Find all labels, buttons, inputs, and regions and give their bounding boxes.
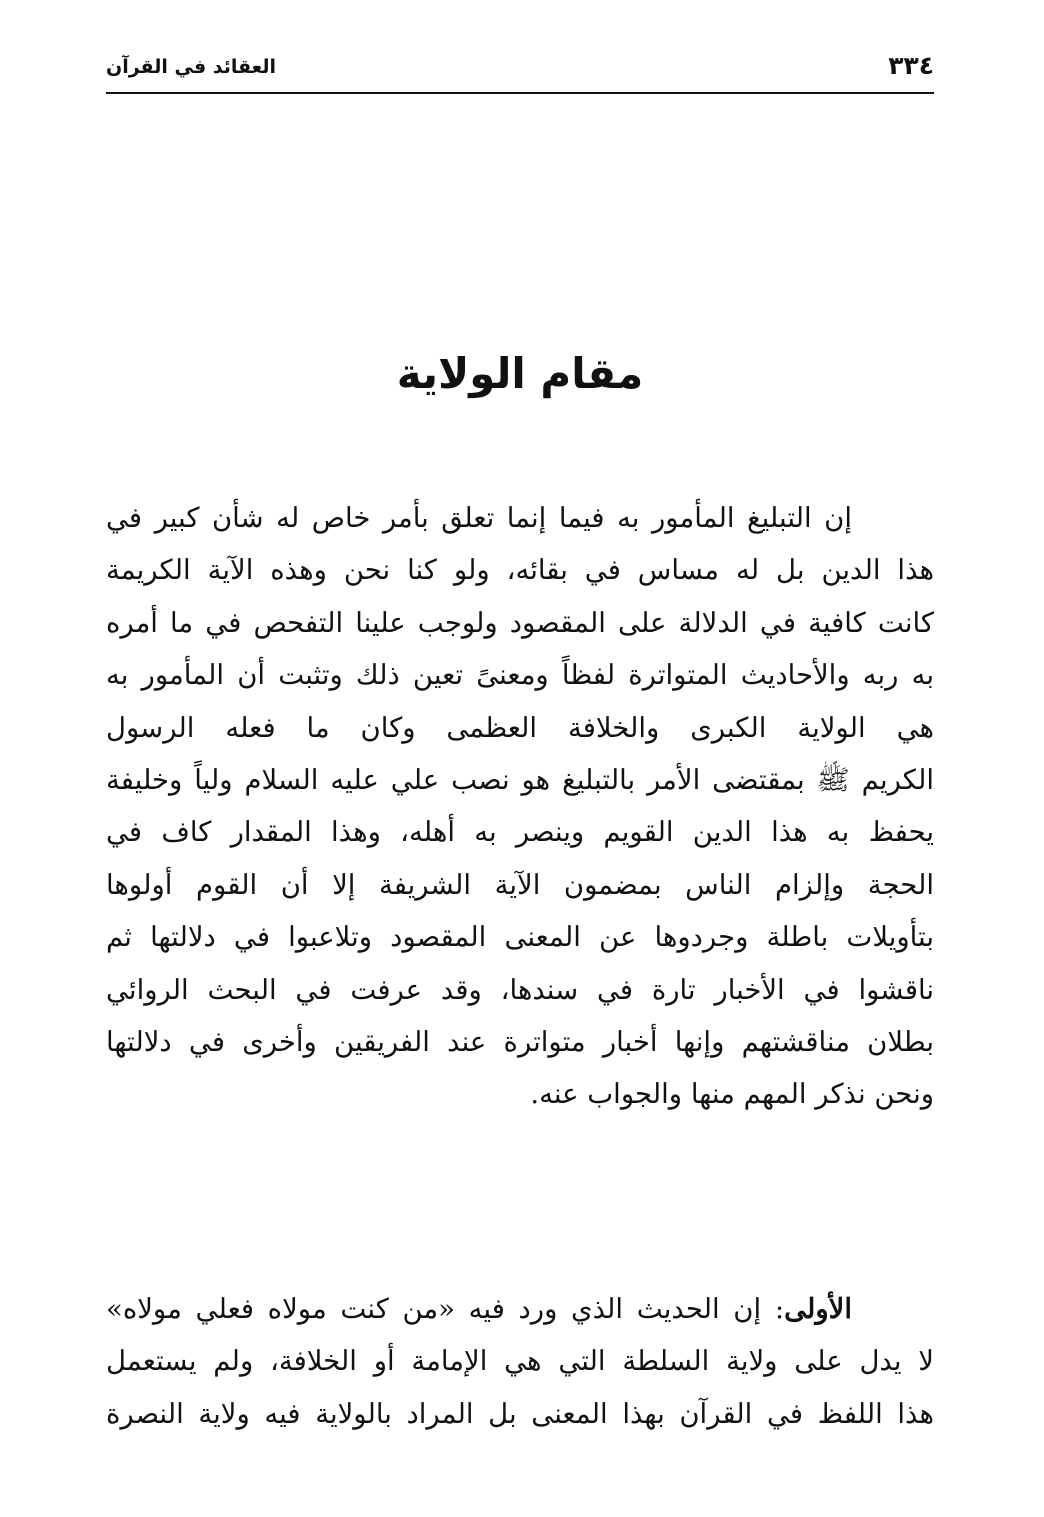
page-header: [106, 48, 934, 94]
text-line: ونحن نذكر المهم منها والجواب عنه.: [530, 1078, 934, 1111]
text-line: هذا اللفظ في القرآن بهذا المعنى بل المراد بالولاية فيه ولاية النصرة: [106, 1397, 934, 1430]
text-line: ناقشوا في الأخبار تارة في سندها، وقد عرفت في البحث الروائي: [106, 973, 934, 1006]
chapter-title: مقام الولاية: [396, 349, 644, 398]
paragraph-1: [106, 492, 934, 1121]
paragraph-2: [106, 1283, 934, 1440]
text-line: هي الولاية الكبرى والخلافة العظمى وكان ما فعله الرسول: [106, 711, 934, 744]
text-line: بطلان مناقشتهم وإنها أخبار متواترة عند الفريقين وأخرى في دلالتها: [106, 1025, 934, 1058]
text-line: الكريم ﷺ بمقتضى الأمر بالتبليغ هو نصب علي عليه السلام ولياً وخليفة: [106, 763, 934, 796]
running-title: العقائد في القرآن: [106, 56, 277, 78]
lead-word: الأولى: [784, 1293, 852, 1325]
text-line: هذا الدين بل له مساس في بقائه، ولو كنا نحن وهذه الآية الكريمة: [106, 554, 934, 587]
text-line-with-lead: [106, 1283, 934, 1335]
text-line: كانت كافية في الدلالة على المقصود ولوجب علينا التفحص في ما أمره: [106, 606, 934, 639]
text-line: إن التبليغ المأمور به فيما إنما تعلق بأمر خاص له شأن كبير في: [106, 502, 852, 534]
text-line: به ربه والأحاديث المتواترة لفظاً ومعنىً تعين ذلك وتثبت أن المأمور به: [106, 659, 934, 692]
text-line: لا يدل على ولاية السلطة التي هي الإمامة أو الخلافة، ولم يستعمل: [106, 1345, 934, 1378]
page-number: ٣٣٤: [888, 51, 934, 80]
text-line: يحفظ به هذا الدين القويم وينصر به أهله، وهذا المقدار كاف في: [106, 816, 934, 849]
text-line: الحجة وإلزام الناس بمضمون الآية الشريفة إلا أن القوم أولوها: [106, 868, 934, 901]
text-line: بتأويلات باطلة وجردوها عن المعنى المقصود وتلاعبوا في دلالتها ثم: [106, 921, 934, 954]
first-line-rest: : إن الحديث الذي ورد فيه «من كنت مولاه فعلي مولاه»: [106, 1293, 785, 1325]
